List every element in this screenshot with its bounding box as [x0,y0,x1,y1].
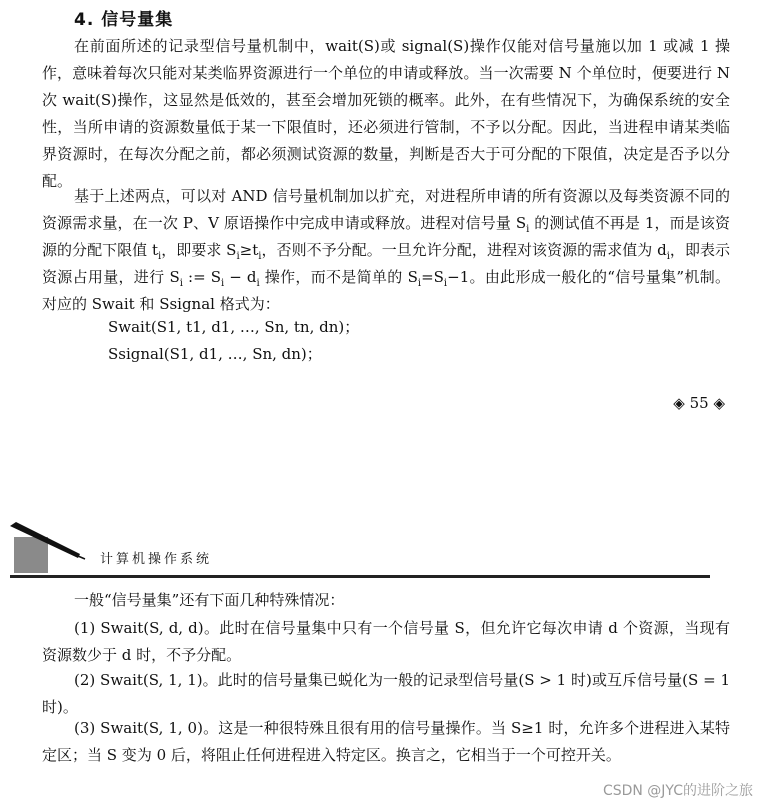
csdn-watermark: CSDN @JYC的进阶之旅 [602,783,753,799]
pen-icon [8,520,86,560]
ssignal-formula: Ssignal(S1, d1, …, Sn, dn)； [108,345,322,363]
paragraph-5: (2) Swait(S, 1, 1)。此时的信号量集已蜕化为一般的记录型信号量(S > 1 时)或互斥信号量(S = 1 时)。 [42,671,730,716]
section-heading: 4. 信号量集 [74,10,174,30]
page-gap [0,452,773,510]
page-number: ◈ 55 ◈ [673,394,725,412]
header-rule [10,575,710,578]
paragraph-4: (1) Swait(S, d, d)。此时在信号量集中只有一个信号量 S，但允许它每次申请 d 个资源，当现有资源数少于 d 时，不予分配。 [42,619,730,664]
paragraph-6: (3) Swait(S, 1, 0)。这是一种很特殊且很有用的信号量操作。当 S≥1 时，允许多个进程进入某特定区；当 S 变为 0 后，将阻止任何进程进入特定区。换言之，它相当于一个可控开关。 [42,719,730,764]
paragraph-2: 基于上述两点，可以对 AND 信号量机制加以扩充，对进程所申请的所有资源以及每类资源不同的资源需求量，在一次 P、V 原语操作中完成申请或释放。进程对信号量 $S_i$ 的测试值不再是 1，而是该资源的分配下限值 $t_i$，即要求 $S_i\ge t_i$，否则不予分配。一旦允许分配，进程对该资源的需求值为 $d_i$，即表示资源占用量，进行 $S_i$ := $S_i - d_i$ 操作，而不是简单的 $S_i=S_i-1$。由此形成一般化的“信号量集”机制。对应的 Swait 和 Ssignal 格式为： [42,187,731,313]
swait-formula: Swait(S1, t1, d1, …, Sn, tn, dn)； [108,318,360,336]
paragraph-1: 在前面所述的记录型信号量机制中，wait(S)或 signal(S)操作仅能对信号量施以加 1 或减 1 操作，意味着每次只能对某类临界资源进行一个单位的申请或释放。当一次需要 N 个单位时，便要进行 N 次 wait(S)操作，这显然是低效的，甚至会增加死锁的概率。此外，在有些情况下，为确保系统的安全性，当所申请的资源数量低于某一下限值时，还必须进行管制，不予以分配。因此，当进程申请某类临界资源时，在每次分配之前，都必须测试资源的数量，判断是否大于可分配的下限值，决定是否予以分配。 [42,37,730,190]
paragraph-3: 一般“信号量集”还有下面几种特殊情况： [74,591,345,609]
book-header-title: 计算机操作系统 [100,552,213,567]
